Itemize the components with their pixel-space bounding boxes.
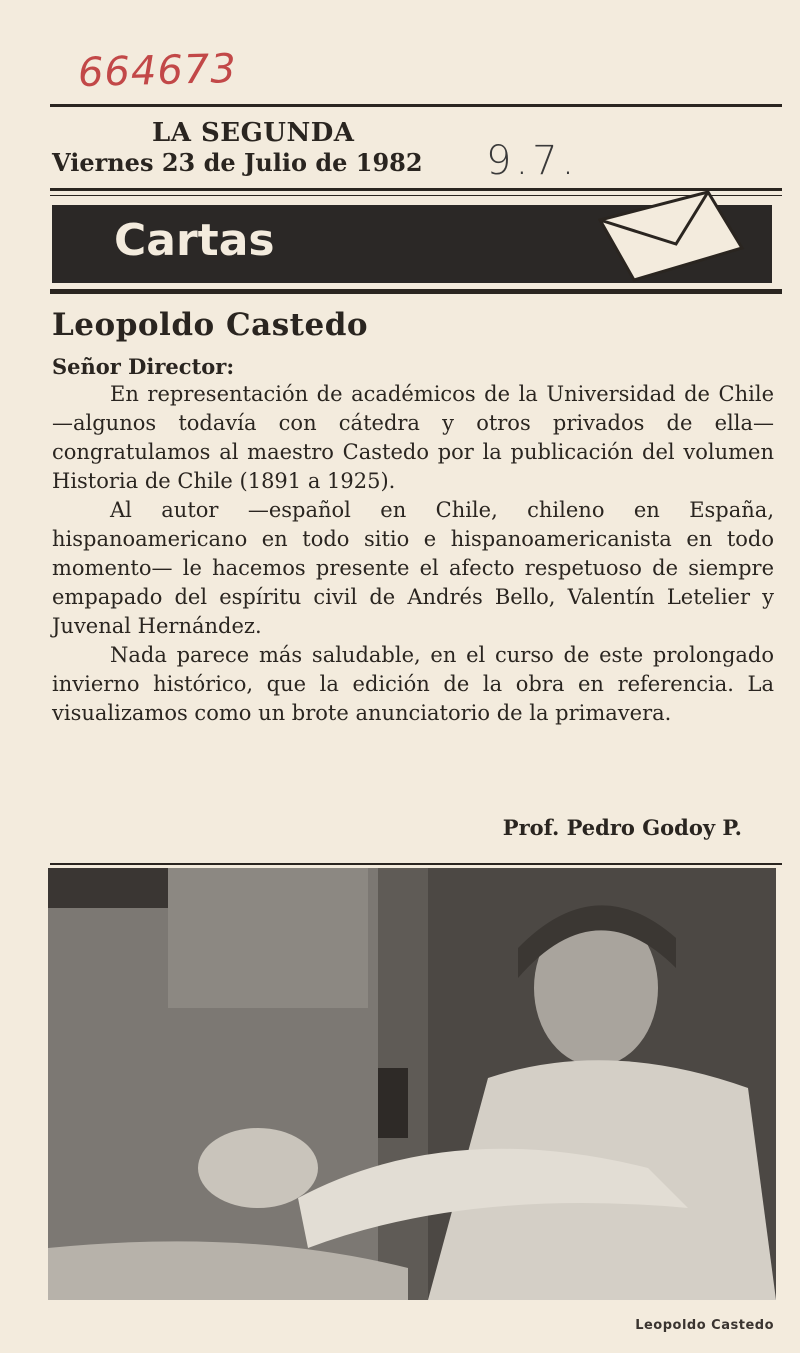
letter-headline: Leopoldo Castedo — [52, 307, 369, 343]
paper-date: Viernes 23 de Julio de 1982 — [52, 148, 423, 177]
letter-signature: Prof. Pedro Godoy P. — [502, 815, 742, 840]
portrait-photo — [48, 868, 776, 1300]
letter-paragraph: Nada parece más saludable, en el curso de este prolongado invierno histórico, que la edición de la obra en referencia. La visualizamos como un brote anunciatorio de la primavera. — [52, 643, 774, 725]
portrait-illustration — [48, 868, 776, 1300]
photo-rule — [50, 863, 782, 865]
section-title: Cartas — [114, 215, 275, 266]
envelope-icon — [590, 190, 750, 290]
masthead — [52, 118, 423, 178]
top-rule — [50, 104, 782, 107]
handwritten-page-mark: 9.7. — [486, 138, 579, 184]
paper-name: LA SEGUNDA — [152, 118, 355, 148]
letter-salutation: Señor Director: — [52, 354, 235, 379]
letter-paragraph: Al autor —español en Chile, chileno en España, hispanoamericano en todo sitio e hispanoamericanista en todo momento— le hacemos presente el afecto respetuoso de siempre empapado del espíritu civil de Andrés Bello, Valentín Letelier y Juvenal Hernández. — [52, 498, 774, 638]
handwritten-id-number: 664673 — [77, 45, 238, 97]
banner-rule — [50, 289, 782, 294]
photo-caption: Leopoldo Castedo — [635, 1318, 774, 1333]
letter-paragraph: En representación de académicos de la Universidad de Chile —algunos todavía con cátedra y otros privados de ella— congratulamos al maestro Castedo por la publicación del volumen Historia de Chile (1891 a 1925). — [52, 382, 774, 493]
letter-body — [52, 380, 774, 728]
